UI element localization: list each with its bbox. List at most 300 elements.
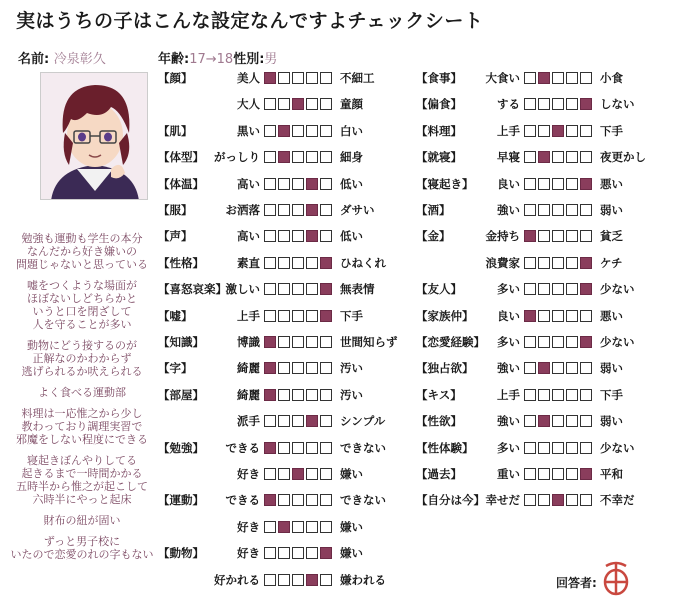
rating-box[interactable]: [538, 468, 550, 480]
rating-box[interactable]: [306, 362, 318, 374]
rating-box[interactable]: [580, 72, 592, 84]
checklist-row: [158, 202, 404, 222]
rating-box[interactable]: [292, 310, 304, 322]
rating-box[interactable]: [278, 336, 290, 348]
checklist-row: [158, 70, 404, 90]
rating-box[interactable]: [524, 362, 536, 374]
row-category: 【性欲】: [416, 414, 462, 429]
row-right-word: 嫌い: [340, 519, 363, 534]
rating-box[interactable]: [264, 257, 276, 269]
checklist-row: [158, 176, 404, 196]
row-left-word: 高い: [237, 176, 260, 191]
rating-box[interactable]: [306, 442, 318, 454]
rating-box[interactable]: [524, 230, 536, 242]
rating-box[interactable]: [538, 336, 550, 348]
rating-box[interactable]: [278, 362, 290, 374]
rating-box[interactable]: [566, 389, 578, 401]
row-right-word: 弱い: [600, 203, 623, 217]
rating-box[interactable]: [580, 389, 592, 401]
rating-scale: [524, 494, 592, 506]
rating-box[interactable]: [264, 521, 276, 533]
rating-box[interactable]: [552, 204, 564, 216]
rating-box[interactable]: [320, 151, 332, 163]
rating-box[interactable]: [320, 468, 332, 480]
rating-box[interactable]: [580, 310, 592, 322]
rating-box[interactable]: [292, 389, 304, 401]
rating-box[interactable]: [306, 98, 318, 110]
rating-scale: [264, 468, 332, 480]
rating-box[interactable]: [580, 98, 592, 110]
rating-box[interactable]: [306, 230, 318, 242]
row-left-word: 派手: [237, 414, 260, 429]
rating-box[interactable]: [538, 125, 550, 137]
row-category: 【喜怒哀楽】: [158, 282, 227, 297]
checklist-row: [158, 572, 404, 592]
checklist-row: [416, 176, 658, 196]
rating-box[interactable]: [264, 468, 276, 480]
rating-box[interactable]: [306, 547, 318, 559]
rating-box[interactable]: [306, 336, 318, 348]
row-category: 【声】: [158, 229, 193, 244]
row-category: 【性体験】: [416, 440, 474, 455]
rating-scale: [264, 125, 332, 137]
rating-box[interactable]: [552, 494, 564, 506]
rating-box[interactable]: [524, 125, 536, 137]
row-right-word: 夜更かし: [600, 150, 646, 165]
rating-box[interactable]: [292, 283, 304, 295]
rating-box[interactable]: [306, 389, 318, 401]
rating-box[interactable]: [264, 230, 276, 242]
row-right-word: しない: [600, 97, 635, 112]
rating-scale: [524, 415, 592, 427]
row-category: 【酒】: [416, 203, 451, 217]
rating-box[interactable]: [292, 494, 304, 506]
row-category: 【体型】: [158, 150, 204, 165]
rating-box[interactable]: [524, 415, 536, 427]
rating-box[interactable]: [566, 72, 578, 84]
rating-scale: [264, 310, 332, 322]
rating-box[interactable]: [538, 151, 550, 163]
row-left-word: 多い: [497, 440, 520, 455]
row-left-word: 上手: [497, 123, 520, 138]
rating-box[interactable]: [524, 283, 536, 295]
rating-scale: [524, 336, 592, 348]
rating-box[interactable]: [320, 230, 332, 242]
rating-box[interactable]: [306, 204, 318, 216]
note-text: 勉強も運動も学生の本分 なんだから好き嫌いの 問題じゃないと思っている: [16, 232, 148, 271]
row-right-word: 細身: [340, 150, 363, 165]
checklist-row: [416, 466, 658, 486]
rating-box[interactable]: [292, 230, 304, 242]
rating-scale: [264, 151, 332, 163]
rating-box[interactable]: [264, 178, 276, 190]
rating-box[interactable]: [292, 204, 304, 216]
rating-box[interactable]: [566, 204, 578, 216]
rating-box[interactable]: [278, 494, 290, 506]
rating-box[interactable]: [278, 257, 290, 269]
rating-box[interactable]: [264, 415, 276, 427]
rating-box[interactable]: [524, 257, 536, 269]
note-text: 嘘をつくような場面が ほぼないしどちらかと いうと口を閉ざして 人を守ることが多い: [27, 279, 137, 331]
rating-box[interactable]: [320, 494, 332, 506]
rating-scale: [524, 389, 592, 401]
rating-box[interactable]: [278, 72, 290, 84]
rating-box[interactable]: [278, 310, 290, 322]
rating-box[interactable]: [580, 494, 592, 506]
rating-box[interactable]: [580, 415, 592, 427]
rating-box[interactable]: [524, 72, 536, 84]
rating-box[interactable]: [552, 98, 564, 110]
rating-box[interactable]: [580, 178, 592, 190]
respondent-label: 回答者:: [556, 576, 597, 590]
rating-box[interactable]: [306, 72, 318, 84]
rating-box[interactable]: [552, 257, 564, 269]
rating-box[interactable]: [538, 257, 550, 269]
row-category: 【字】: [158, 361, 193, 376]
rating-box[interactable]: [538, 283, 550, 295]
rating-box[interactable]: [306, 574, 318, 586]
rating-scale: [524, 230, 592, 242]
rating-box[interactable]: [552, 125, 564, 137]
rating-scale: [524, 125, 592, 137]
rating-box[interactable]: [264, 494, 276, 506]
rating-box[interactable]: [538, 98, 550, 110]
rating-box[interactable]: [292, 336, 304, 348]
rating-box[interactable]: [306, 468, 318, 480]
checklist-row: [158, 149, 404, 169]
rating-box[interactable]: [566, 442, 578, 454]
rating-box[interactable]: [538, 230, 550, 242]
rating-box[interactable]: [264, 574, 276, 586]
checklist-row: [158, 308, 404, 328]
rating-box[interactable]: [538, 362, 550, 374]
rating-box[interactable]: [552, 362, 564, 374]
rating-box[interactable]: [580, 283, 592, 295]
rating-box[interactable]: [538, 389, 550, 401]
rating-box[interactable]: [306, 125, 318, 137]
rating-box[interactable]: [566, 178, 578, 190]
rating-box[interactable]: [292, 257, 304, 269]
gender-value: 男: [264, 52, 278, 67]
gender-label: 性別:: [233, 52, 265, 67]
note-text: 財布の紐が固い: [43, 514, 121, 527]
rating-scale: [264, 72, 332, 84]
rating-box[interactable]: [292, 151, 304, 163]
row-left-word: 強い: [497, 203, 520, 217]
rating-box[interactable]: [552, 468, 564, 480]
rating-box[interactable]: [292, 415, 304, 427]
note-text: よく食べる運動部: [38, 386, 126, 399]
rating-box[interactable]: [320, 98, 332, 110]
row-left-word: 強い: [497, 414, 520, 429]
rating-box[interactable]: [320, 547, 332, 559]
rating-box[interactable]: [264, 442, 276, 454]
checklist-row: [416, 123, 658, 143]
checklist-row: [158, 466, 404, 486]
checklist-row: [416, 228, 658, 248]
row-right-word: 悪い: [600, 308, 623, 323]
row-left-word: できる: [225, 493, 260, 508]
row-right-word: 少ない: [600, 440, 635, 455]
rating-box[interactable]: [552, 415, 564, 427]
rating-scale: [264, 283, 332, 295]
rating-box[interactable]: [566, 362, 578, 374]
rating-box[interactable]: [524, 178, 536, 190]
rating-box[interactable]: [320, 178, 332, 190]
rating-box[interactable]: [580, 125, 592, 137]
checklist-row: [158, 123, 404, 143]
rating-box[interactable]: [552, 442, 564, 454]
rating-box[interactable]: [538, 204, 550, 216]
rating-box[interactable]: [278, 151, 290, 163]
rating-box[interactable]: [566, 151, 578, 163]
rating-box[interactable]: [264, 283, 276, 295]
row-right-word: ダサい: [340, 203, 375, 217]
rating-box[interactable]: [278, 442, 290, 454]
checklist-row: [158, 387, 404, 407]
rating-box[interactable]: [552, 72, 564, 84]
rating-box[interactable]: [566, 336, 578, 348]
rating-box[interactable]: [278, 98, 290, 110]
row-left-word: 黒い: [237, 123, 260, 138]
row-left-word: 好き: [237, 519, 260, 534]
character-portrait: [40, 72, 148, 200]
rating-box[interactable]: [320, 125, 332, 137]
rating-scale: [524, 442, 592, 454]
rating-box[interactable]: [524, 151, 536, 163]
rating-box[interactable]: [580, 442, 592, 454]
rating-box[interactable]: [538, 310, 550, 322]
rating-box[interactable]: [580, 230, 592, 242]
rating-box[interactable]: [524, 468, 536, 480]
row-right-word: できない: [340, 440, 386, 455]
row-left-word: 重い: [497, 467, 520, 481]
rating-box[interactable]: [264, 125, 276, 137]
age-gender-row: [158, 48, 277, 67]
checklist-row: [158, 440, 404, 460]
checklist-row: [158, 519, 404, 539]
rating-box[interactable]: [580, 468, 592, 480]
rating-box[interactable]: [538, 72, 550, 84]
rating-box[interactable]: [292, 547, 304, 559]
row-right-word: 低い: [340, 229, 363, 244]
rating-box[interactable]: [278, 389, 290, 401]
rating-box[interactable]: [320, 310, 332, 322]
row-left-word: 良い: [497, 308, 520, 323]
rating-box[interactable]: [566, 468, 578, 480]
rating-box[interactable]: [566, 494, 578, 506]
rating-box[interactable]: [538, 178, 550, 190]
row-left-word: 綺麗: [237, 361, 260, 376]
row-category: 【食事】: [416, 71, 462, 85]
checklist-row: [158, 413, 404, 433]
rating-box[interactable]: [524, 442, 536, 454]
rating-box[interactable]: [552, 230, 564, 242]
rating-box[interactable]: [566, 310, 578, 322]
rating-box[interactable]: [264, 362, 276, 374]
rating-box[interactable]: [552, 151, 564, 163]
rating-box[interactable]: [580, 362, 592, 374]
rating-scale: [524, 72, 592, 84]
checklist-row: [416, 360, 658, 380]
rating-box[interactable]: [278, 547, 290, 559]
rating-box[interactable]: [278, 204, 290, 216]
rating-box[interactable]: [264, 204, 276, 216]
rating-box[interactable]: [306, 178, 318, 190]
rating-box[interactable]: [524, 310, 536, 322]
row-left-word: 好き: [237, 546, 260, 561]
row-right-word: できない: [340, 493, 386, 508]
rating-box[interactable]: [524, 336, 536, 348]
rating-box[interactable]: [306, 310, 318, 322]
rating-box[interactable]: [278, 178, 290, 190]
rating-box[interactable]: [538, 494, 550, 506]
row-right-word: 弱い: [600, 414, 623, 429]
rating-box[interactable]: [264, 151, 276, 163]
row-left-word: 好かれる: [214, 572, 260, 587]
rating-box[interactable]: [292, 72, 304, 84]
rating-box[interactable]: [278, 468, 290, 480]
row-category: 【過去】: [416, 467, 462, 481]
row-category: 【友人】: [416, 282, 462, 297]
rating-box[interactable]: [278, 521, 290, 533]
rating-box[interactable]: [292, 521, 304, 533]
row-left-word: 好き: [237, 467, 260, 481]
rating-box[interactable]: [292, 178, 304, 190]
rating-box[interactable]: [566, 125, 578, 137]
rating-box[interactable]: [292, 98, 304, 110]
rating-box[interactable]: [524, 389, 536, 401]
rating-box[interactable]: [292, 574, 304, 586]
rating-box[interactable]: [552, 389, 564, 401]
rating-box[interactable]: [566, 98, 578, 110]
note-text: 動物にどう接するのが 正解なのかわからず 逃げられるか吠えられる: [21, 339, 143, 378]
rating-box[interactable]: [524, 494, 536, 506]
row-right-word: 汚い: [340, 361, 363, 376]
rating-box[interactable]: [306, 257, 318, 269]
rating-box[interactable]: [538, 442, 550, 454]
row-left-word: 浪費家: [485, 255, 520, 270]
rating-box[interactable]: [566, 283, 578, 295]
rating-box[interactable]: [320, 442, 332, 454]
age-value: 17→18: [189, 52, 234, 67]
rating-box[interactable]: [320, 72, 332, 84]
rating-scale: [264, 494, 332, 506]
row-left-word: お洒落: [225, 203, 260, 217]
checklist-row: [416, 387, 658, 407]
rating-box[interactable]: [264, 389, 276, 401]
rating-box[interactable]: [524, 98, 536, 110]
rating-box[interactable]: [292, 442, 304, 454]
rating-box[interactable]: [278, 415, 290, 427]
row-category: 【服】: [158, 203, 193, 217]
rating-box[interactable]: [580, 336, 592, 348]
rating-scale: [264, 230, 332, 242]
rating-scale: [524, 98, 592, 110]
rating-box[interactable]: [264, 547, 276, 559]
rating-box[interactable]: [566, 415, 578, 427]
rating-box[interactable]: [320, 362, 332, 374]
rating-box[interactable]: [292, 125, 304, 137]
row-category: 【自分は今】: [416, 493, 485, 508]
checklist-row: [416, 255, 658, 275]
rating-box[interactable]: [306, 415, 318, 427]
row-left-word: 良い: [497, 176, 520, 191]
checklist-row: [158, 281, 404, 301]
rating-scale: [524, 178, 592, 190]
row-left-word: 金持ち: [485, 229, 520, 244]
note-text: 料理は一応惟之から少し 教わっており調理実習で 邪魔をしない程度にできる: [16, 407, 148, 446]
rating-box[interactable]: [278, 125, 290, 137]
rating-box[interactable]: [320, 336, 332, 348]
rating-box[interactable]: [552, 283, 564, 295]
note-text: ずっと男子校に いたので恋愛のれの字もない: [10, 535, 154, 561]
row-right-word: 不細工: [340, 71, 375, 85]
row-category: 【家族仲】: [416, 308, 474, 323]
rating-box[interactable]: [292, 362, 304, 374]
rating-box[interactable]: [320, 257, 332, 269]
rating-box[interactable]: [264, 336, 276, 348]
row-category: 【就寝】: [416, 150, 462, 165]
row-category: 【顔】: [158, 71, 193, 85]
row-right-word: 汚い: [340, 387, 363, 402]
row-left-word: 大食い: [485, 71, 520, 85]
rating-box[interactable]: [320, 389, 332, 401]
rating-box[interactable]: [552, 336, 564, 348]
rating-scale: [264, 415, 332, 427]
rating-box[interactable]: [278, 283, 290, 295]
rating-box[interactable]: [320, 574, 332, 586]
rating-box[interactable]: [566, 257, 578, 269]
row-right-word: 小食: [600, 71, 623, 85]
rating-box[interactable]: [292, 468, 304, 480]
rating-box[interactable]: [306, 283, 318, 295]
rating-box[interactable]: [580, 204, 592, 216]
rating-box[interactable]: [552, 310, 564, 322]
rating-box[interactable]: [566, 230, 578, 242]
rating-box[interactable]: [580, 257, 592, 269]
rating-box[interactable]: [320, 204, 332, 216]
rating-box[interactable]: [264, 98, 276, 110]
rating-box[interactable]: [320, 283, 332, 295]
rating-box[interactable]: [552, 178, 564, 190]
rating-box[interactable]: [306, 521, 318, 533]
checklist-row: [416, 281, 658, 301]
row-category: 【知識】: [158, 335, 204, 349]
row-right-word: 世間知らず: [340, 335, 398, 349]
rating-box[interactable]: [264, 72, 276, 84]
row-left-word: 上手: [237, 308, 260, 323]
rating-box[interactable]: [278, 230, 290, 242]
row-left-word: 多い: [497, 335, 520, 349]
rating-box[interactable]: [264, 310, 276, 322]
rating-scale: [264, 521, 332, 533]
rating-box[interactable]: [306, 151, 318, 163]
row-right-word: ケチ: [600, 255, 623, 270]
checklist-row: [158, 334, 404, 354]
rating-box[interactable]: [580, 151, 592, 163]
row-right-word: 不幸だ: [600, 493, 635, 508]
rating-box[interactable]: [278, 574, 290, 586]
rating-box[interactable]: [320, 415, 332, 427]
row-category: 【独占欲】: [416, 361, 474, 376]
rating-scale: [264, 362, 332, 374]
checklist-row: [158, 228, 404, 248]
rating-box[interactable]: [306, 494, 318, 506]
rating-box[interactable]: [524, 204, 536, 216]
rating-box[interactable]: [538, 415, 550, 427]
rating-box[interactable]: [320, 521, 332, 533]
